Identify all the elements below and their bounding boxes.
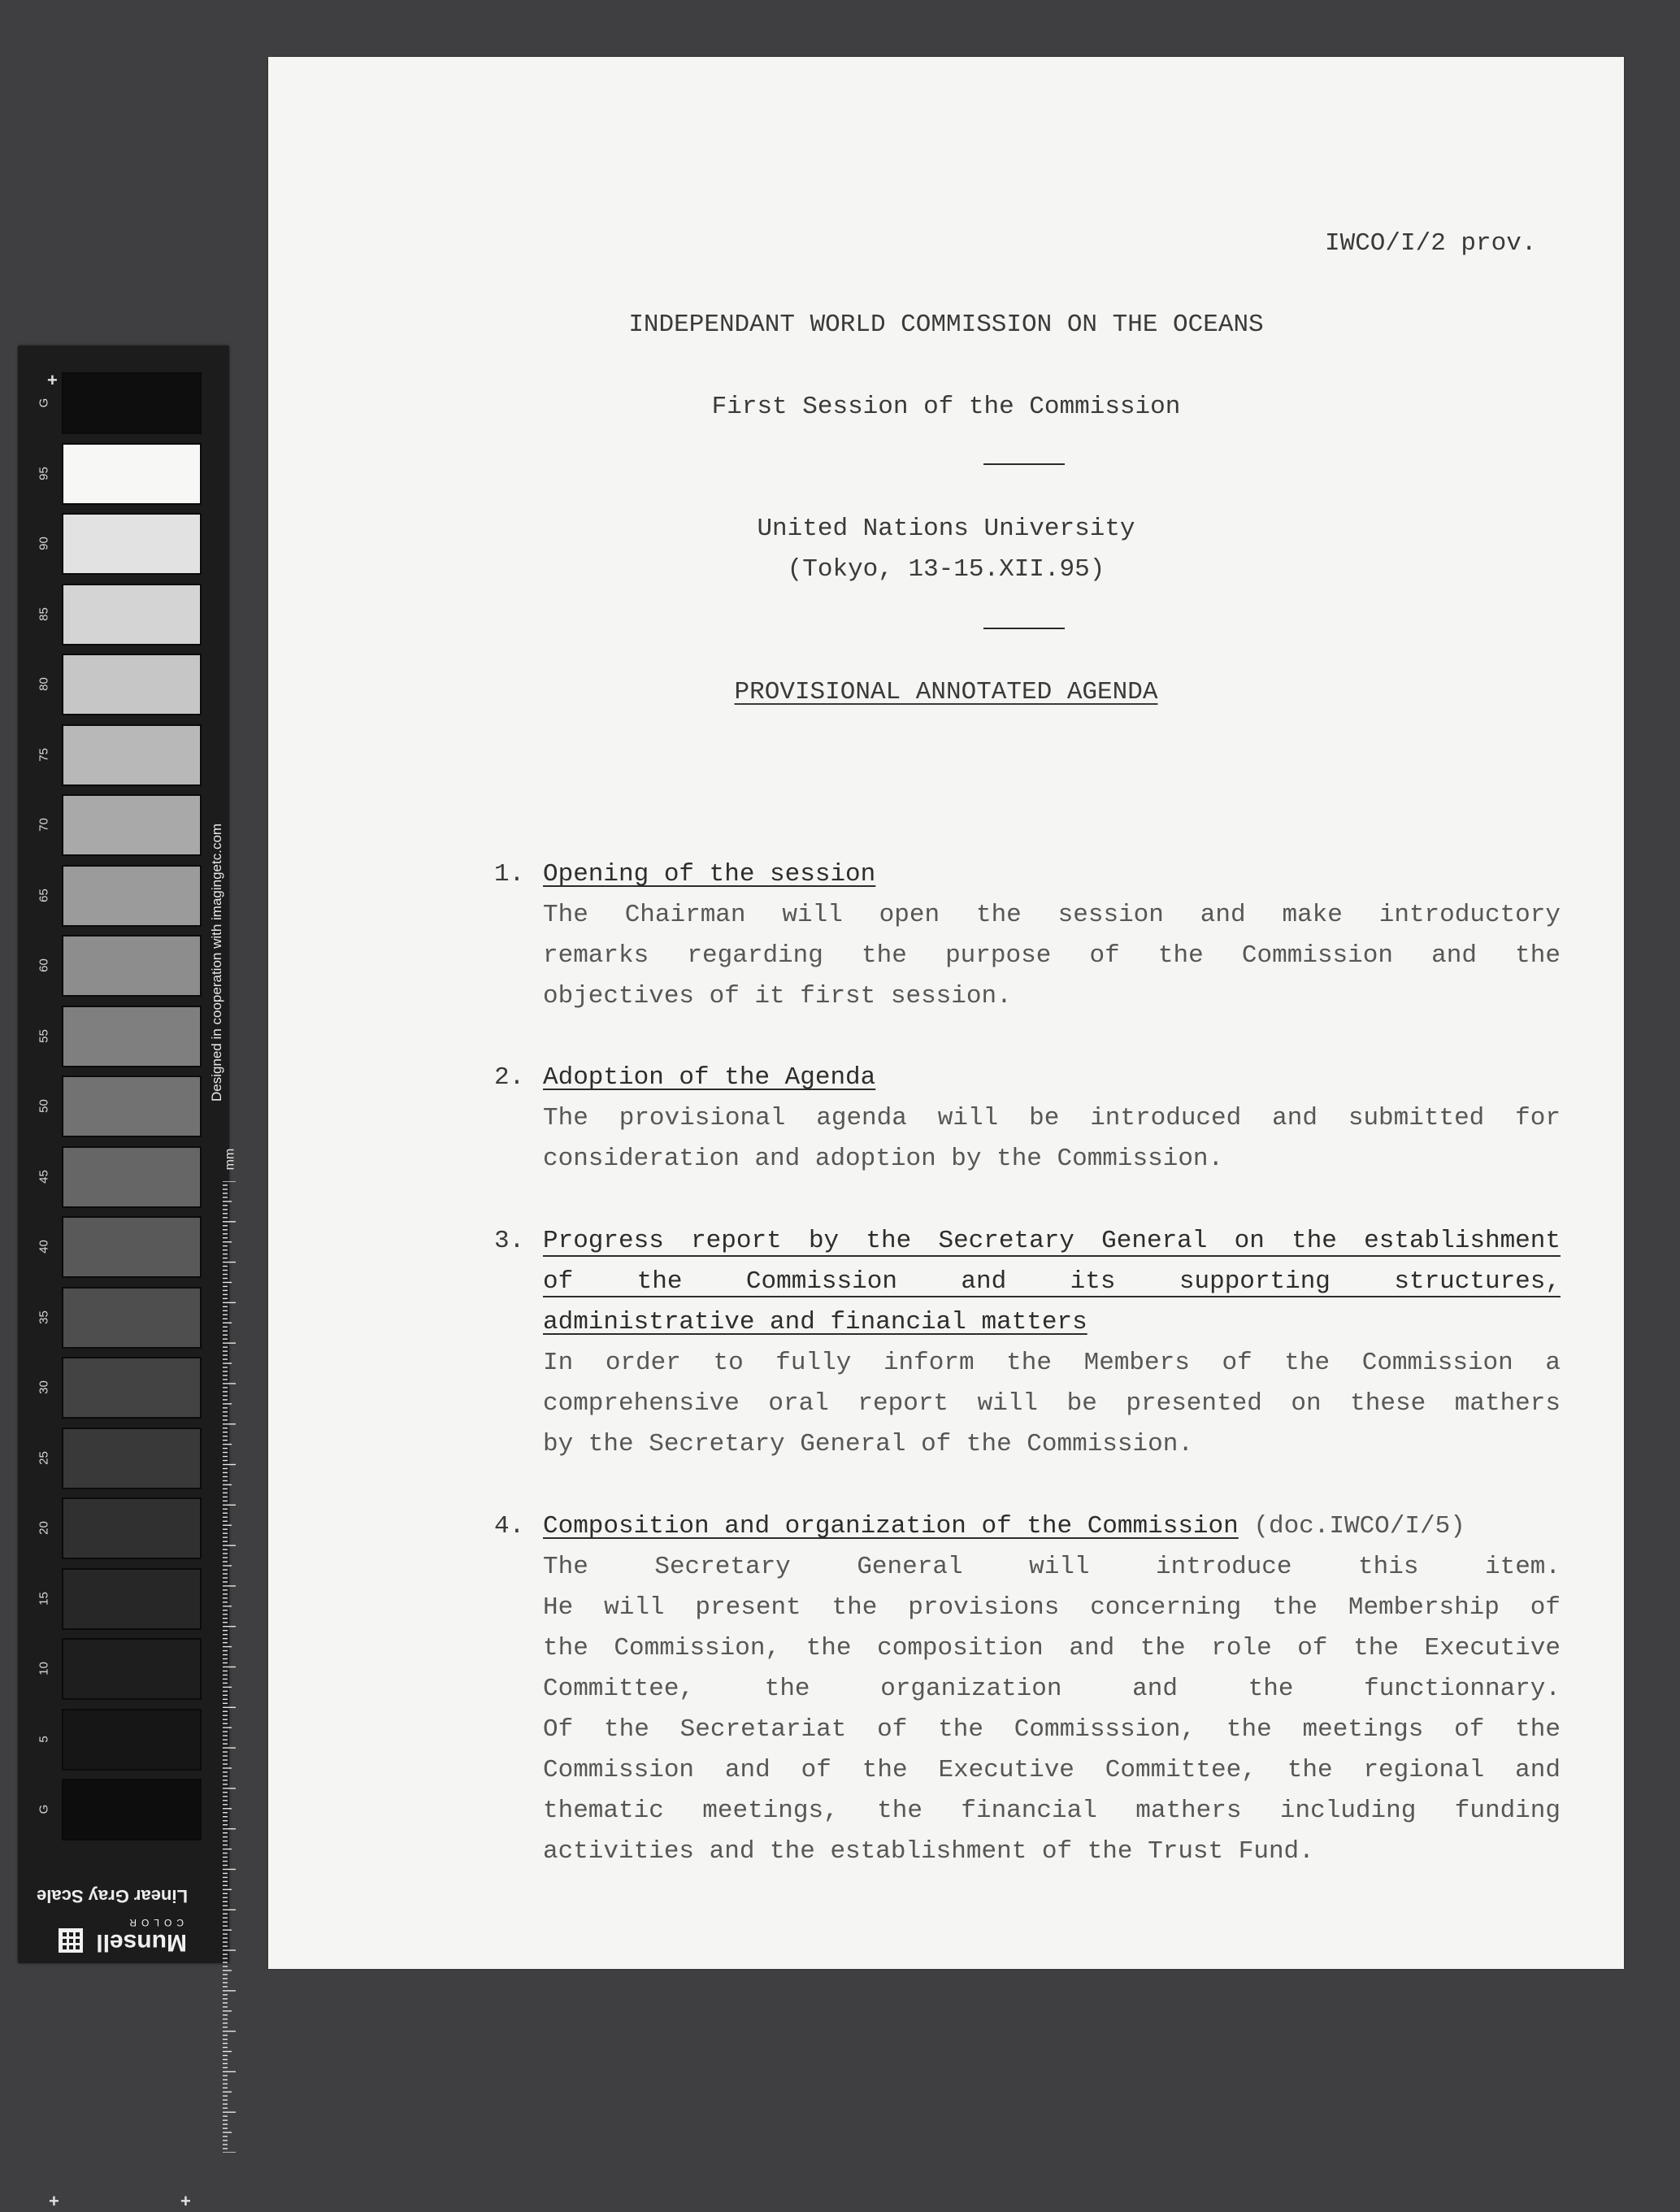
separator-rule — [983, 463, 1065, 465]
agenda-item-heading — [543, 1506, 1561, 1547]
swatch-value-label: 60 — [37, 958, 51, 972]
agenda-item-body-line: Commission and of the Executive Committee, the regional and — [543, 1756, 1561, 1784]
swatch-value-label: G — [37, 1804, 51, 1814]
swatch-value-label: G — [37, 398, 51, 408]
agenda-item-body-line: objectives of it first session. — [543, 982, 1012, 1010]
gray-swatch — [62, 935, 202, 997]
agenda-item-body-line: remarks regarding the purpose of the Commission and the — [543, 941, 1561, 970]
location-date: (Tokyo, 13-15.XII.95) — [787, 555, 1105, 584]
swatch-value-label: 75 — [37, 747, 51, 762]
swatch-value-label: 80 — [37, 677, 51, 691]
agenda-item-heading — [543, 1302, 1561, 1336]
gray-scale-title: Linear Gray Scale — [37, 1886, 188, 1906]
agenda-item-body-line: Committee, the organization and the functionnary. — [543, 1675, 1561, 1703]
swatch-value-label: 10 — [37, 1662, 51, 1675]
swatch-value-label: 90 — [37, 537, 51, 550]
agenda-item-heading-text: Adoption of the Agenda — [543, 1063, 876, 1092]
agenda-item-heading — [543, 854, 1561, 895]
credit-text: Designed in cooperation with imagingetc.com — [209, 823, 224, 1102]
gray-swatch — [62, 1146, 202, 1208]
venue: United Nations University — [757, 515, 1135, 543]
agenda-item-heading — [543, 1262, 1561, 1297]
swatch-value-label: 35 — [37, 1310, 51, 1324]
registration-mark: + — [49, 2191, 59, 2211]
gray-swatch — [62, 1287, 202, 1349]
gray-swatch — [62, 443, 202, 505]
gray-swatch — [62, 654, 202, 715]
gray-swatch — [62, 1638, 202, 1700]
gray-swatch — [62, 724, 202, 786]
agenda-item-number: 1. — [494, 860, 525, 889]
swatch-value-label: 55 — [37, 1028, 51, 1043]
gray-swatch — [62, 584, 202, 645]
agenda-item-body-line: Of the Secretariat of the Commisssion, the meetings of the — [543, 1715, 1561, 1744]
agenda-item-body-line: comprehensive oral report will be presented on these mathers — [543, 1389, 1561, 1418]
agenda-item-heading-text: administrative and financial matters — [543, 1308, 1087, 1336]
agenda-title-text: PROVISIONAL ANNOTATED AGENDA — [734, 678, 1158, 706]
gray-swatch — [62, 865, 202, 927]
agenda-item-number: 2. — [494, 1063, 525, 1092]
session-title: First Session of the Commission — [711, 393, 1181, 421]
gray-swatch — [62, 1497, 202, 1559]
agenda-item-number: 4. — [494, 1512, 525, 1541]
agenda-item-heading — [543, 1058, 1561, 1098]
munsell-grid-icon — [59, 1928, 83, 1953]
gray-swatch — [62, 1709, 202, 1771]
agenda-item-body-line: consideration and adoption by the Commission. — [543, 1145, 1224, 1173]
swatch-value-label: 50 — [37, 1099, 51, 1113]
agenda-item-heading-text: Composition and organization of the Commission — [543, 1512, 1239, 1541]
document-reference: IWCO/I/2 prov. — [1325, 229, 1537, 258]
munsell-sub-brand: COLOR — [124, 1917, 184, 1928]
gray-swatch — [62, 1428, 202, 1489]
agenda-item-body-line: He will present the provisions concerning the Membership of — [543, 1593, 1561, 1622]
ruler-unit-label: mm — [223, 1148, 237, 1171]
swatch-value-label: 5 — [37, 1735, 51, 1743]
gray-swatch — [62, 1357, 202, 1419]
agenda-item-body-line: The Chairman will open the session and make introductory — [543, 901, 1561, 929]
swatch-value-label: 45 — [37, 1169, 51, 1184]
gray-swatch — [62, 794, 202, 856]
separator-rule — [983, 628, 1065, 629]
swatch-value-label: 70 — [37, 818, 51, 832]
gray-scale-card — [18, 345, 237, 2211]
gray-swatch — [62, 1779, 202, 1840]
registration-mark: + — [180, 2191, 191, 2211]
swatch-value-label: 15 — [37, 1591, 51, 1606]
agenda-item-body-line: by the Secretary General of the Commission. — [543, 1430, 1193, 1458]
agenda-item-body-line: activities and the establishment of the Trust Fund. — [543, 1837, 1314, 1866]
agenda-title — [268, 672, 1624, 713]
gray-swatch — [62, 1076, 202, 1137]
gray-swatch — [62, 1216, 202, 1278]
gray-swatch — [62, 1006, 202, 1067]
agenda-item-heading — [543, 1221, 1561, 1257]
swatch-value-label: 40 — [37, 1240, 51, 1254]
agenda-item-body-line: thematic meetings, the financial mathers including funding — [543, 1797, 1561, 1825]
document-page — [268, 57, 1624, 1969]
gray-swatch — [62, 513, 202, 575]
munsell-logo — [57, 1910, 187, 1956]
swatch-value-label: 85 — [37, 606, 51, 621]
swatch-value-label: 30 — [37, 1380, 51, 1394]
organization-title: INDEPENDANT WORLD COMMISSION ON THE OCEANS — [628, 311, 1264, 339]
gray-swatch — [62, 372, 202, 434]
agenda-item-body-line: The Secretary General will introduce this item. — [543, 1553, 1561, 1581]
agenda-item-heading-text: Opening of the session — [543, 860, 876, 889]
swatch-value-label: 25 — [37, 1450, 51, 1465]
agenda-item-heading-text: of the Commission and its supporting structures, — [543, 1267, 1561, 1296]
agenda-item-body-line: the Commission, the composition and the role of the Executive — [543, 1634, 1561, 1662]
agenda-item-body-line: In order to fully inform the Members of the Commission a — [543, 1349, 1561, 1377]
agenda-item-heading-text: Progress report by the Secretary General on the establishment — [543, 1227, 1561, 1255]
swatch-value-label: 65 — [37, 888, 51, 902]
agenda-item-body-line: The provisional agenda will be introduced and submitted for — [543, 1104, 1561, 1132]
swatch-value-label: 20 — [37, 1521, 51, 1535]
swatch-value-label: 95 — [37, 466, 51, 480]
munsell-brand: Munsell — [96, 1929, 187, 1956]
millimeter-ruler — [223, 1181, 249, 2153]
gray-swatch — [62, 1568, 202, 1630]
registration-mark: + — [47, 370, 58, 390]
agenda-item-doc-reference: (doc.IWCO/I/5) — [1253, 1512, 1465, 1541]
agenda-item-number: 3. — [494, 1227, 525, 1255]
